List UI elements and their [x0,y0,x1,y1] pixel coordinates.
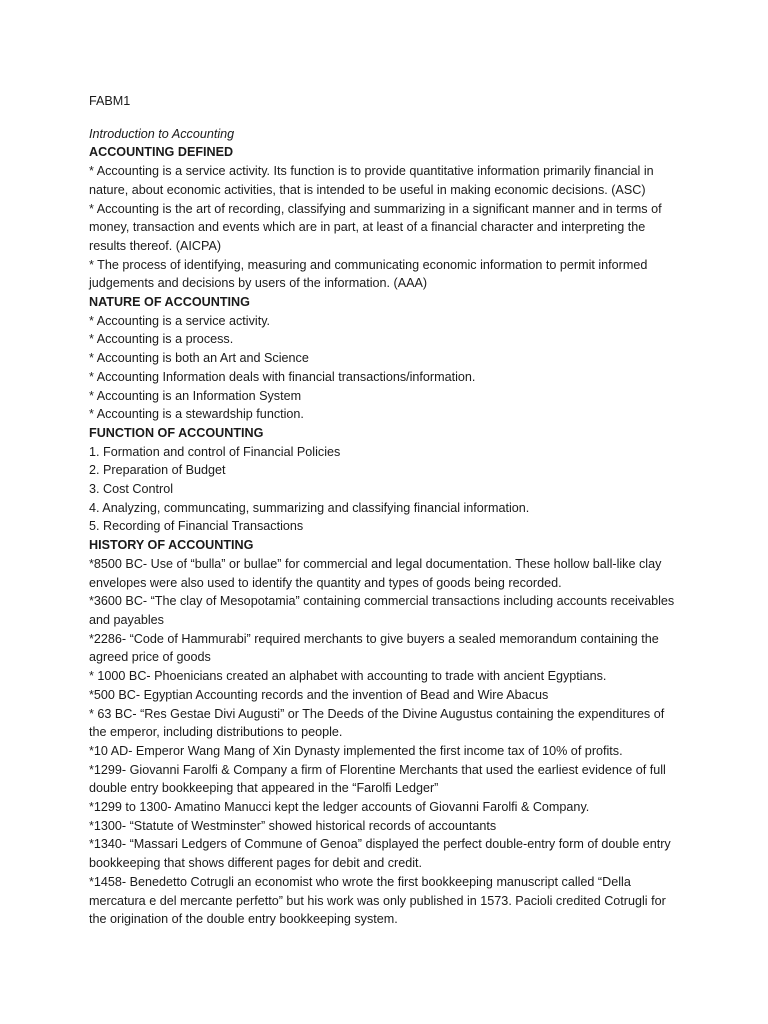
document-subtitle: Introduction to Accounting [89,126,235,141]
section-line: *500 BC- Egyptian Accounting records and the invention of Bead and Wire Abacus [89,687,549,702]
section-line: 1. Formation and control of Financial Policies [89,444,341,459]
section-line: * Accounting is a process. [89,332,234,347]
section-heading: FUNCTION OF ACCOUNTING [89,425,264,440]
section-line: *1299- Giovanni Farolfi & Company a firm of Florentine Merchants that used the earliest evidence of full double entry bookkeeping that appeared in the “Farolfi Ledger” [89,762,666,796]
section-line: * Accounting is the art of recording, classifying and summarizing in a significant manner and in terms of money, transaction and events which are in part, at least of a financial character and interpreting the results thereof. (AICPA) [89,201,662,253]
section-line: 5. Recording of Financial Transactions [89,519,304,534]
section-line: *10 AD- Emperor Wang Mang of Xin Dynasty implemented the first income tax of 10% of profits. [89,743,623,758]
section-line: * Accounting is both an Art and Science [89,351,309,366]
section-line: * Accounting is a service activity. [89,313,271,328]
section-line: *8500 BC- Use of “bulla” or bullae” for commercial and legal documentation. These hollow ball-like clay envelopes were also used to identify the quantity and types of goods being recorded. [89,556,662,590]
section-line: *1299 to 1300- Amatino Manucci kept the ledger accounts of Giovanni Farolfi & Company. [89,800,590,815]
document-body [89,143,679,929]
section-heading: NATURE OF ACCOUNTING [89,295,250,310]
section-line: *1458- Benedetto Cotrugli an economist who wrote the first bookkeeping manuscript called “Della mercatura e del mercante perfetto” but his work was only published in 1573. Pacioli credited Cotrugli for the origination of the double entry bookkeeping system. [89,874,666,927]
section-line: 3. Cost Control [89,482,173,497]
section-line: *3600 BC- “The clay of Mesopotamia” containing commercial transactions including accounts receivables and payables [89,594,675,627]
section-line: * Accounting is an Information System [89,388,302,403]
section-line: * 63 BC- “Res Gestae Divi Augusti” or The Deeds of the Divine Augustus containing the expenditures of the emperor, including distributions to people. [89,706,665,740]
section-line: * Accounting Information deals with financial transactions/information. [89,369,476,384]
section-line: *1300- “Statute of Westminster” showed historical records of accountants [89,818,497,833]
section-line: * Accounting is a service activity. Its function is to provide quantitative information primarily financial in nature, about economic activities, that is intended to be useful in making economic decisions. (ASC) [89,164,654,197]
document-page [89,92,679,929]
section-line: 4. Analyzing, communcating, summarizing and classifying financial information. [89,500,530,515]
section-heading: HISTORY OF ACCOUNTING [89,538,254,553]
section-line: 2. Preparation of Budget [89,463,226,478]
section-line: * The process of identifying, measuring and communicating economic information to permit informed judgements and decisions by users of the information. (AAA) [89,257,648,291]
section-line: *2286- “Code of Hammurabi” required merchants to give buyers a sealed memorandum containing the agreed price of goods [89,631,659,665]
section-line: *1340- “Massari Ledgers of Commune of Genoa” displayed the perfect double-entry form of double entry bookkeeping that shows different pages for debit and credit. [89,837,671,871]
section-line: * 1000 BC- Phoenicians created an alphabet with accounting to trade with ancient Egyptians. [89,669,607,684]
document-title: FABM1 [89,94,131,108]
section-line: * Accounting is a stewardship function. [89,407,304,422]
section-heading: ACCOUNTING DEFINED [89,145,234,160]
